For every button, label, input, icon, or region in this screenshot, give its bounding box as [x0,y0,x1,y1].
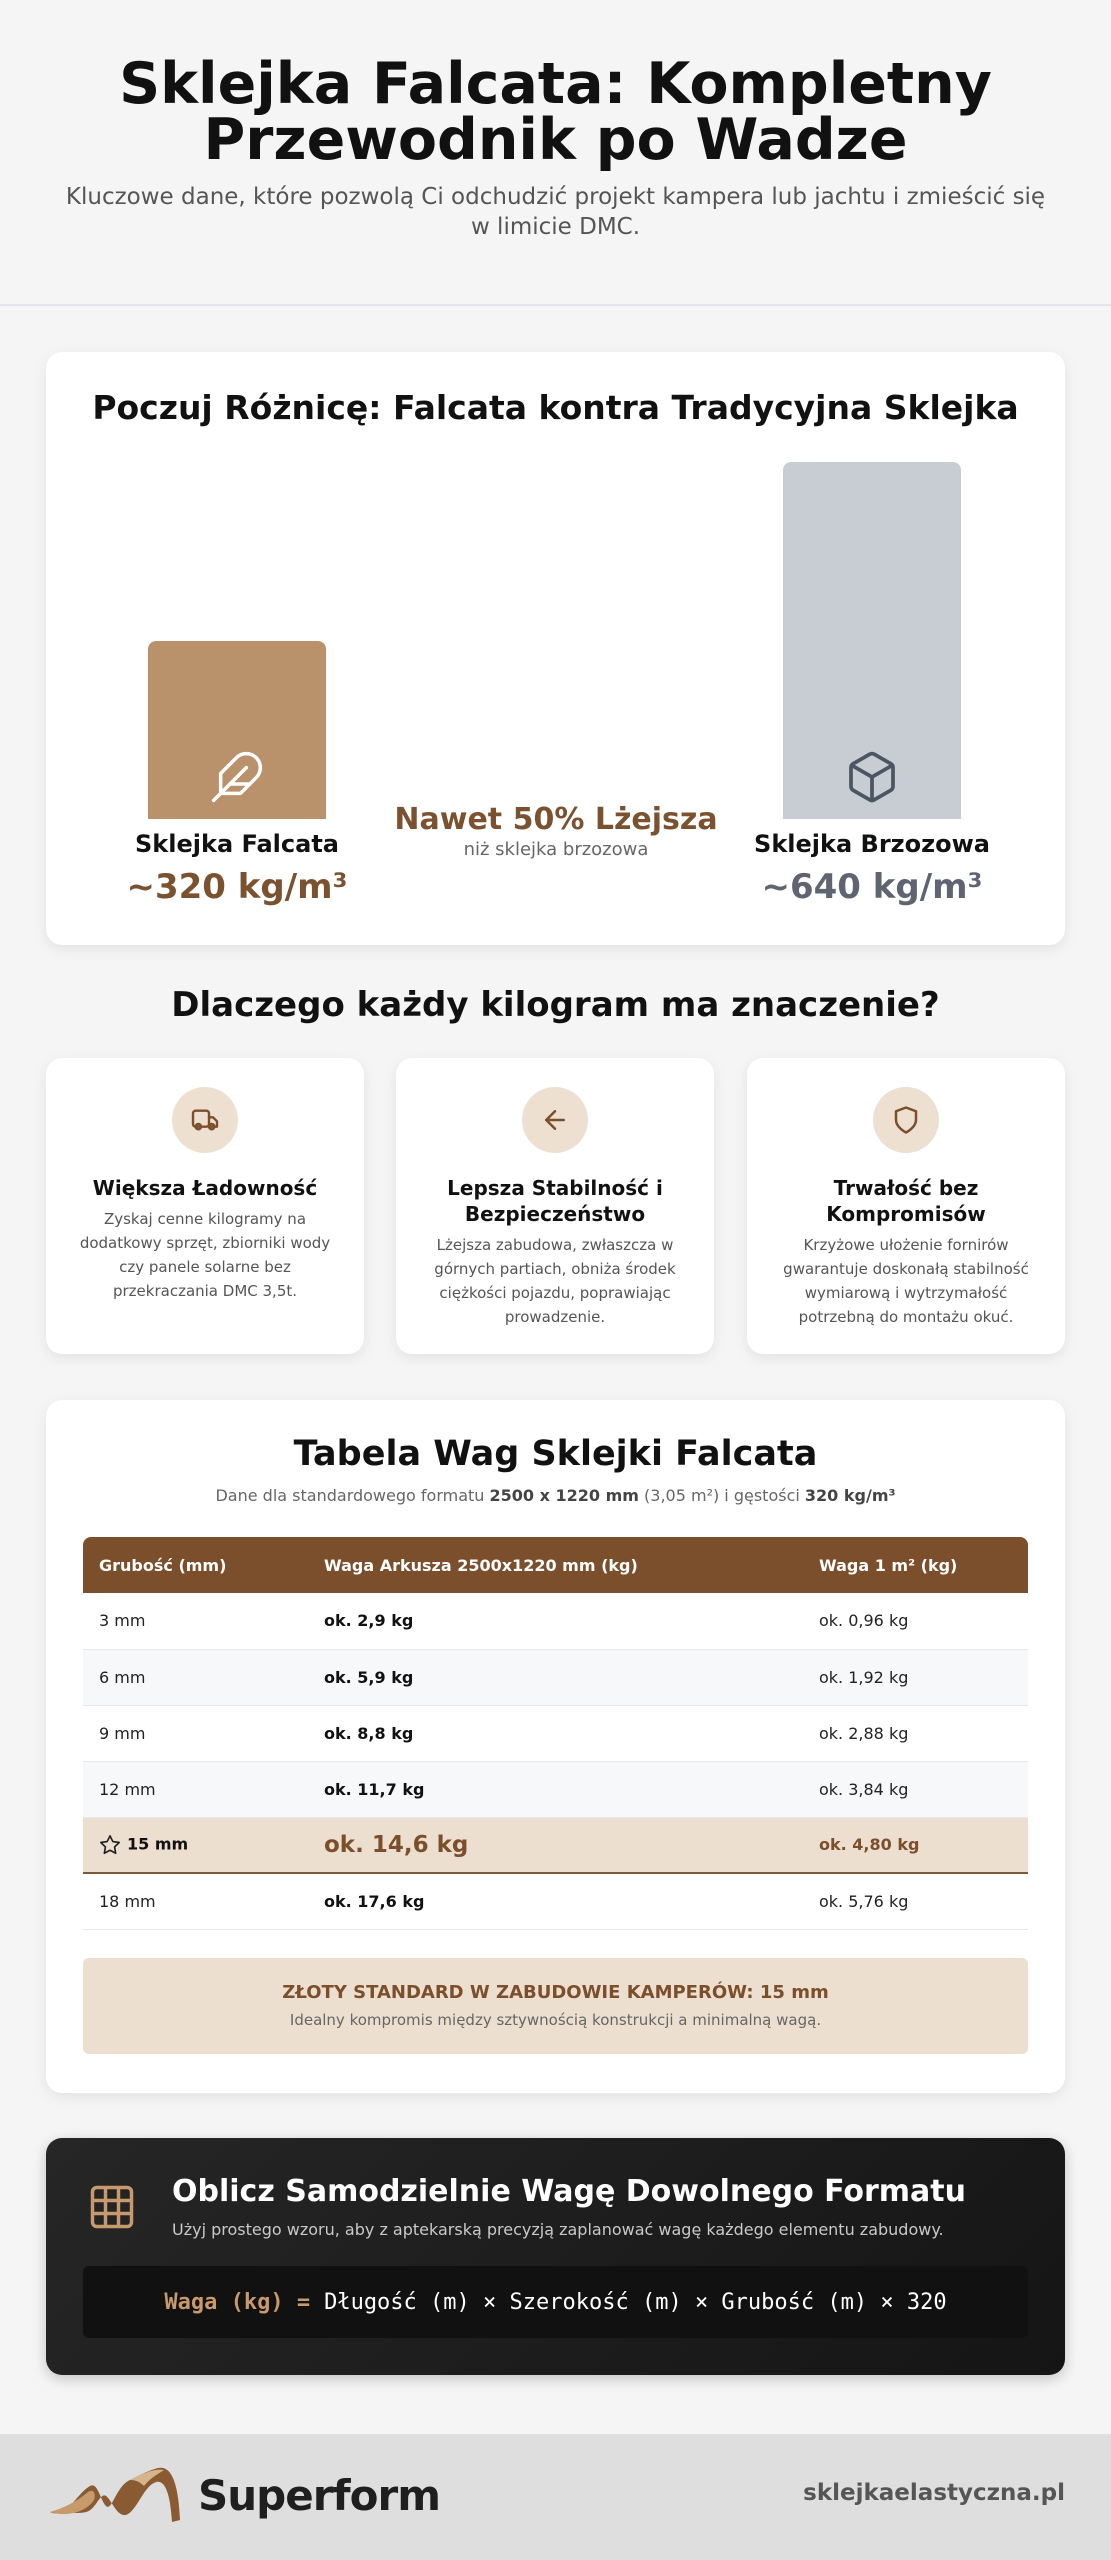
column-header: Waga Arkusza 2500x1220 mm (kg) [324,1555,638,1575]
thickness-cell: 18 mm [83,1873,308,1929]
calculator-title: Oblicz Samodzielnie Wagę Dowolnego Formatu [172,2174,967,2209]
comparison-highlight: Nawet 50% Lżejsza [394,802,718,837]
page-header [0,0,1111,306]
table-subtitle [46,1486,1065,1505]
m2-weight-cell: ok. 0,96 kg [803,1593,1028,1649]
page-subtitle: Kluczowe dane, które pozwolą Ci odchudzić projekt kampera lub jachtu i zmieścić się w limicie DMC. [65,184,1046,240]
falcata-bar [148,641,326,819]
birch-value: ~640 kg/m³ [761,867,983,907]
column-header: Waga 1 m² (kg) [819,1555,958,1575]
superform-logo[interactable] [46,2460,440,2530]
grid-calculator-icon [86,2181,138,2233]
table-header-row [83,1537,1028,1593]
falcata-label: Sklejka Falcata [135,830,339,858]
truck-icon [189,1104,221,1136]
sheet-weight-cell: ok. 2,9 kg [308,1593,803,1649]
sheet-weight-cell: ok. 17,6 kg [308,1873,803,1929]
thickness-value: 15 mm [127,1834,189,1854]
feature-card [396,1058,714,1354]
m2-weight-cell: ok. 2,88 kg [803,1705,1028,1761]
thickness-cell: 12 mm [83,1761,308,1817]
feature-title: Lepsza Stabilność i Bezpieczeństwo [447,1176,663,1226]
formula-key: Waga (kg) = [164,2289,311,2315]
feature-icon-circle [172,1087,238,1153]
table-subtitle-text: Dane dla standardowego formatu [215,1486,490,1505]
comparison-highlight-sub: niż sklejka brzozowa [463,839,649,860]
feature-text: Zyskaj cenne kilogramy na dodatkowy sprzęt, zbiorniki wody czy panele solarne bez przekraczania DMC 3,5t. [79,1210,331,1300]
sheet-weight-cell: ok. 8,8 kg [308,1705,803,1761]
table-subtitle-format: 2500 x 1220 mm [489,1486,639,1505]
feather-icon [209,749,265,805]
formula-body: Długość (m) × Szerokość (m) × Grubość (m) × 320 [324,2289,947,2315]
table-row [83,1649,1028,1705]
feature-title: Większa Ładowność [92,1176,318,1200]
feature-card [46,1058,364,1354]
birch-label: Sklejka Brzozowa [754,830,990,858]
table-title: Tabela Wag Sklejki Falcata [293,1434,818,1474]
comparison-title: Poczuj Różnicę: Falcata kontra Tradycyjna Sklejka [92,388,1019,427]
site-link[interactable]: sklejkaelastyczna.pl [803,2480,1065,2506]
table-row [83,1705,1028,1761]
star-icon [99,1834,121,1856]
thickness-cell: 3 mm [83,1593,308,1649]
gold-standard-title: ZŁOTY STANDARD W ZABUDOWIE KAMPERÓW: 15 mm [282,1982,829,2003]
superform-logo-icon [46,2460,186,2530]
falcata-value: ~320 kg/m³ [126,867,348,907]
box-icon [844,749,900,805]
table-subtitle-density: 320 kg/m³ [804,1486,896,1505]
feature-text: Lżejsza zabudowa, zwłaszcza w górnych partiach, obniża środek ciężkości pojazdu, poprawiając prowadzenie. [434,1236,676,1326]
m2-weight-cell: ok. 3,84 kg [803,1761,1028,1817]
feature-text: Krzyżowe ułożenie fornirów gwarantuje doskonałą stabilność wymiarową i wytrzymałość potrzebną do montażu okuć. [783,1236,1029,1326]
column-header: Grubość (mm) [99,1555,227,1575]
weight-table [83,1537,1028,1930]
gold-standard-text: Idealny kompromis między sztywnością konstrukcji a minimalną wagą. [289,2011,822,2029]
logo-text: Superform [198,2470,441,2520]
gold-standard-banner [83,1958,1028,2054]
m2-weight-cell: ok. 5,76 kg [803,1873,1028,1929]
feature-icon-circle [873,1087,939,1153]
shield-icon [891,1105,921,1135]
weight-formula [83,2266,1028,2338]
table-row [83,1761,1028,1817]
calculator-card [46,2138,1065,2375]
birch-bar [783,462,961,819]
sheet-weight-cell: ok. 11,7 kg [308,1761,803,1817]
comparison-card [46,352,1065,945]
feature-card [747,1058,1065,1354]
sheet-weight-cell: ok. 5,9 kg [308,1649,803,1705]
page-title: Sklejka Falcata: Kompletny Przewodnik po Wadze [119,51,992,173]
page-footer [0,2434,1111,2560]
why-title: Dlaczego każdy kilogram ma znaczenie? [171,985,940,1025]
arrow-left-icon [540,1105,570,1135]
weight-table-card [46,1400,1065,2093]
table-row [83,1593,1028,1649]
table-subtitle-text: (3,05 m²) i gęstości [638,1486,805,1505]
m2-weight-cell: ok. 1,92 kg [803,1649,1028,1705]
thickness-cell: 6 mm [83,1649,308,1705]
sheet-weight-cell: ok. 14,6 kg [308,1817,803,1873]
calculator-subtitle: Użyj prostego wzoru, aby z aptekarską precyzją zaplanować wagę każdego elementu zabudowy. [172,2220,944,2239]
feature-icon-circle [522,1087,588,1153]
thickness-cell [83,1817,308,1873]
thickness-cell: 9 mm [83,1705,308,1761]
table-row [83,1873,1028,1929]
table-row-highlighted [83,1817,1028,1873]
m2-weight-cell: ok. 4,80 kg [803,1817,1028,1873]
feature-title: Trwałość bez Kompromisów [826,1176,986,1226]
